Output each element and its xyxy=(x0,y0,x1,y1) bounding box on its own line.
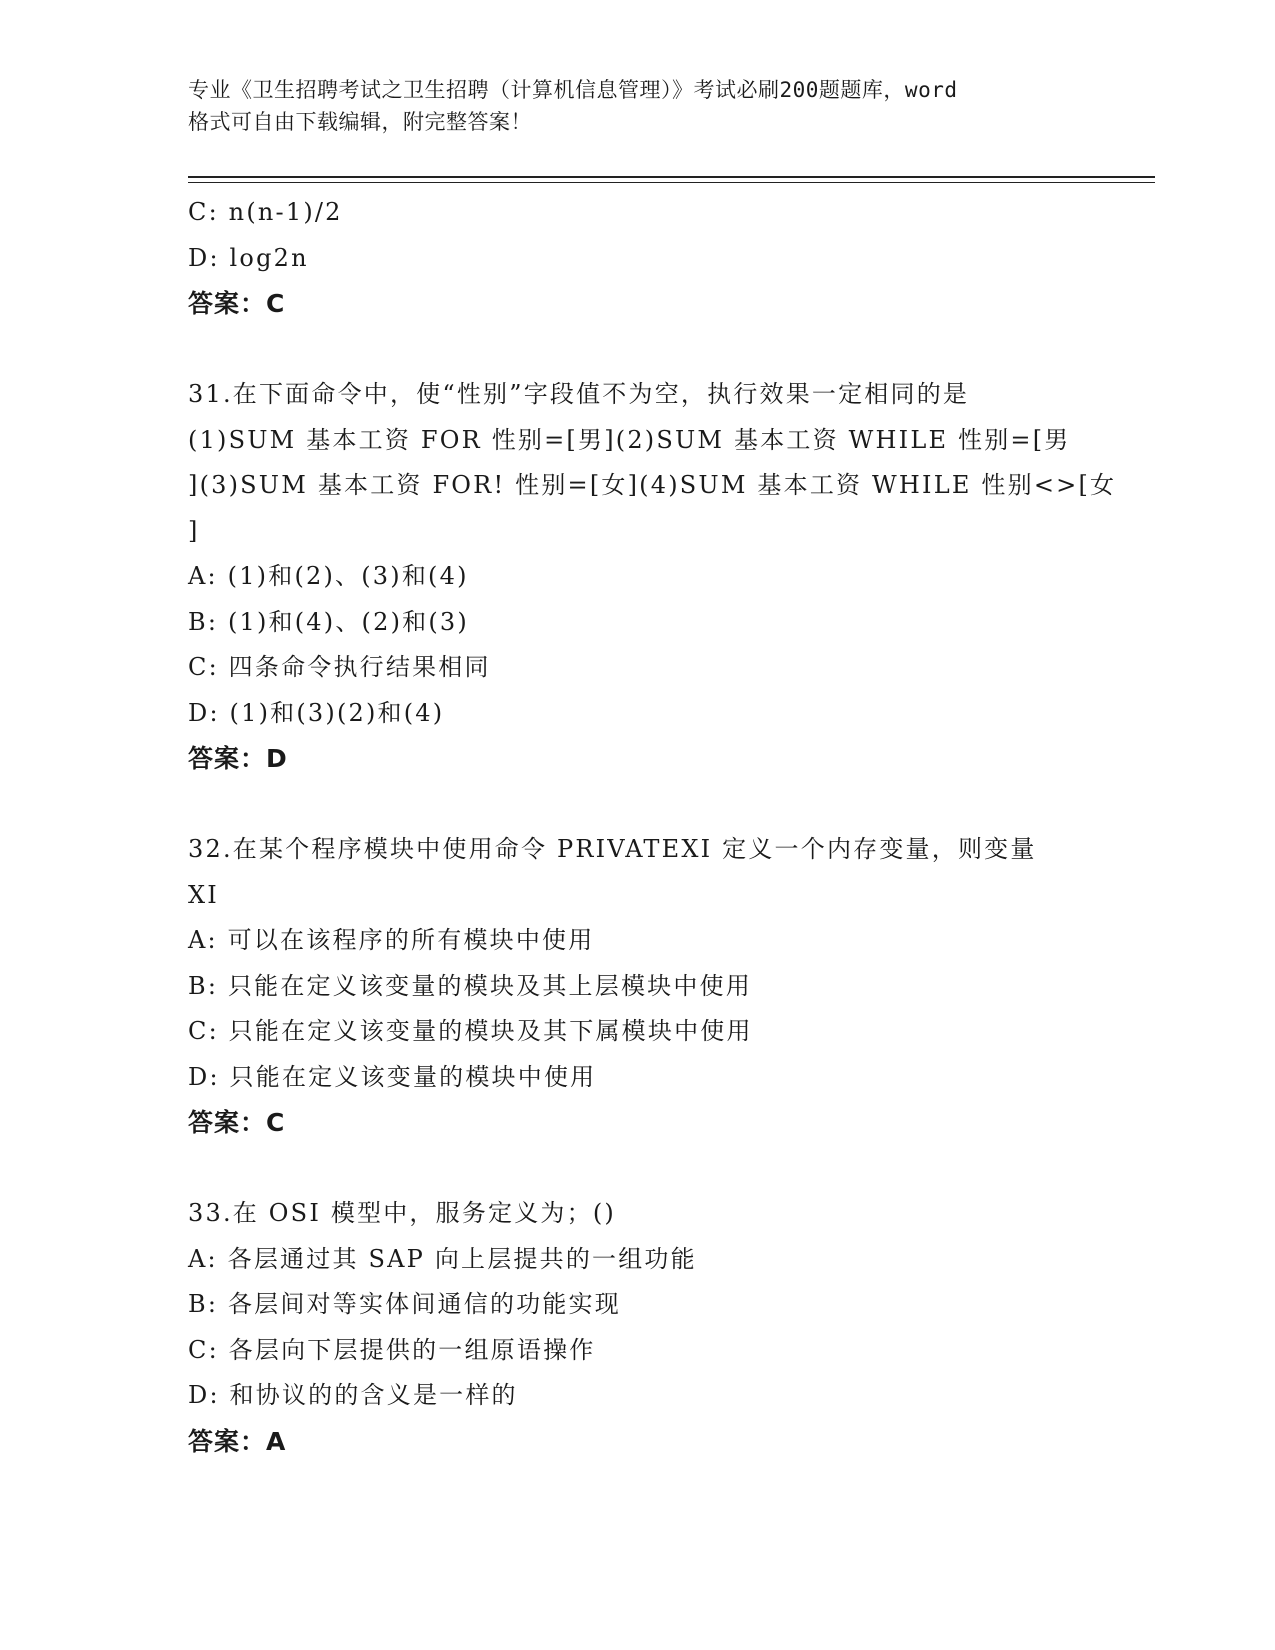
header-divider-thick xyxy=(188,176,1155,178)
option-c: C: 四条命令执行结果相同 xyxy=(188,653,491,681)
option-b: B: 各层间对等实体间通信的功能实现 xyxy=(188,1290,621,1318)
option-b: B: 只能在定义该变量的模块及其上层模块中使用 xyxy=(188,971,752,1000)
question-stem-line: 32.在某个程序模块中使用命令 PRIVATEXI 定义一个内存变量，则变量 xyxy=(188,835,1037,863)
question-stem-line: XI xyxy=(188,880,219,909)
option-c: C: 只能在定义该变量的模块及其下属模块中使用 xyxy=(188,1017,753,1045)
question-spacer xyxy=(188,327,1088,373)
option-d: D: 和协议的的含义是一样的 xyxy=(188,1381,518,1409)
document-header xyxy=(188,74,1088,138)
option-a: A: 各层通过其 SAP 向上层提共的一组功能 xyxy=(188,1244,697,1273)
option-d: D: 只能在定义该变量的模块中使用 xyxy=(188,1062,597,1091)
question-31 xyxy=(188,372,1117,782)
question-stem-line: (1)SUM 基本工资 FOR 性别=[男](2)SUM 基本工资 WHILE 性别=[男 xyxy=(188,425,1071,454)
answer-label: 答案：C xyxy=(188,1108,286,1137)
question-stem-line: 31.在下面命令中，使“性别”字段值不为空，执行效果一定相同的是 xyxy=(188,380,970,408)
answer-label: 答案：D xyxy=(188,744,288,773)
option-d: D: log2n xyxy=(188,243,309,272)
question-stem-line: ] xyxy=(188,516,200,545)
header-line-1: 专业《卫生招聘考试之卫生招聘（计算机信息管理）》考试必刷200题题库，word xyxy=(188,78,958,102)
question-33 xyxy=(188,1191,1088,1464)
question-spacer xyxy=(188,1146,1088,1192)
option-a: A: 可以在该程序的所有模块中使用 xyxy=(188,926,595,954)
option-a: A: (1)和(2)、(3)和(4) xyxy=(188,562,469,590)
question-stem-line: ](3)SUM 基本工资 FOR! 性别=[女](4)SUM 基本工资 WHILE 性别<>[女 xyxy=(188,471,1117,499)
header-divider-thin xyxy=(188,182,1155,183)
question-30-tail xyxy=(188,190,1088,327)
option-c: C: 各层向下层提供的一组原语操作 xyxy=(188,1335,596,1364)
question-spacer xyxy=(188,782,1088,828)
header-line-2: 格式可自由下载编辑，附完整答案！ xyxy=(188,110,532,134)
option-c: C: n(n-1)/2 xyxy=(188,198,343,226)
question-32 xyxy=(188,827,1088,1146)
option-b: B: (1)和(4)、(2)和(3) xyxy=(188,607,469,636)
question-stem-line: 33.在 OSI 模型中，服务定义为；() xyxy=(188,1199,616,1227)
answer-label: 答案：C xyxy=(188,289,286,318)
option-d: D: (1)和(3)(2)和(4) xyxy=(188,698,445,727)
question-list xyxy=(188,190,1117,1464)
answer-label: 答案：A xyxy=(188,1426,287,1456)
